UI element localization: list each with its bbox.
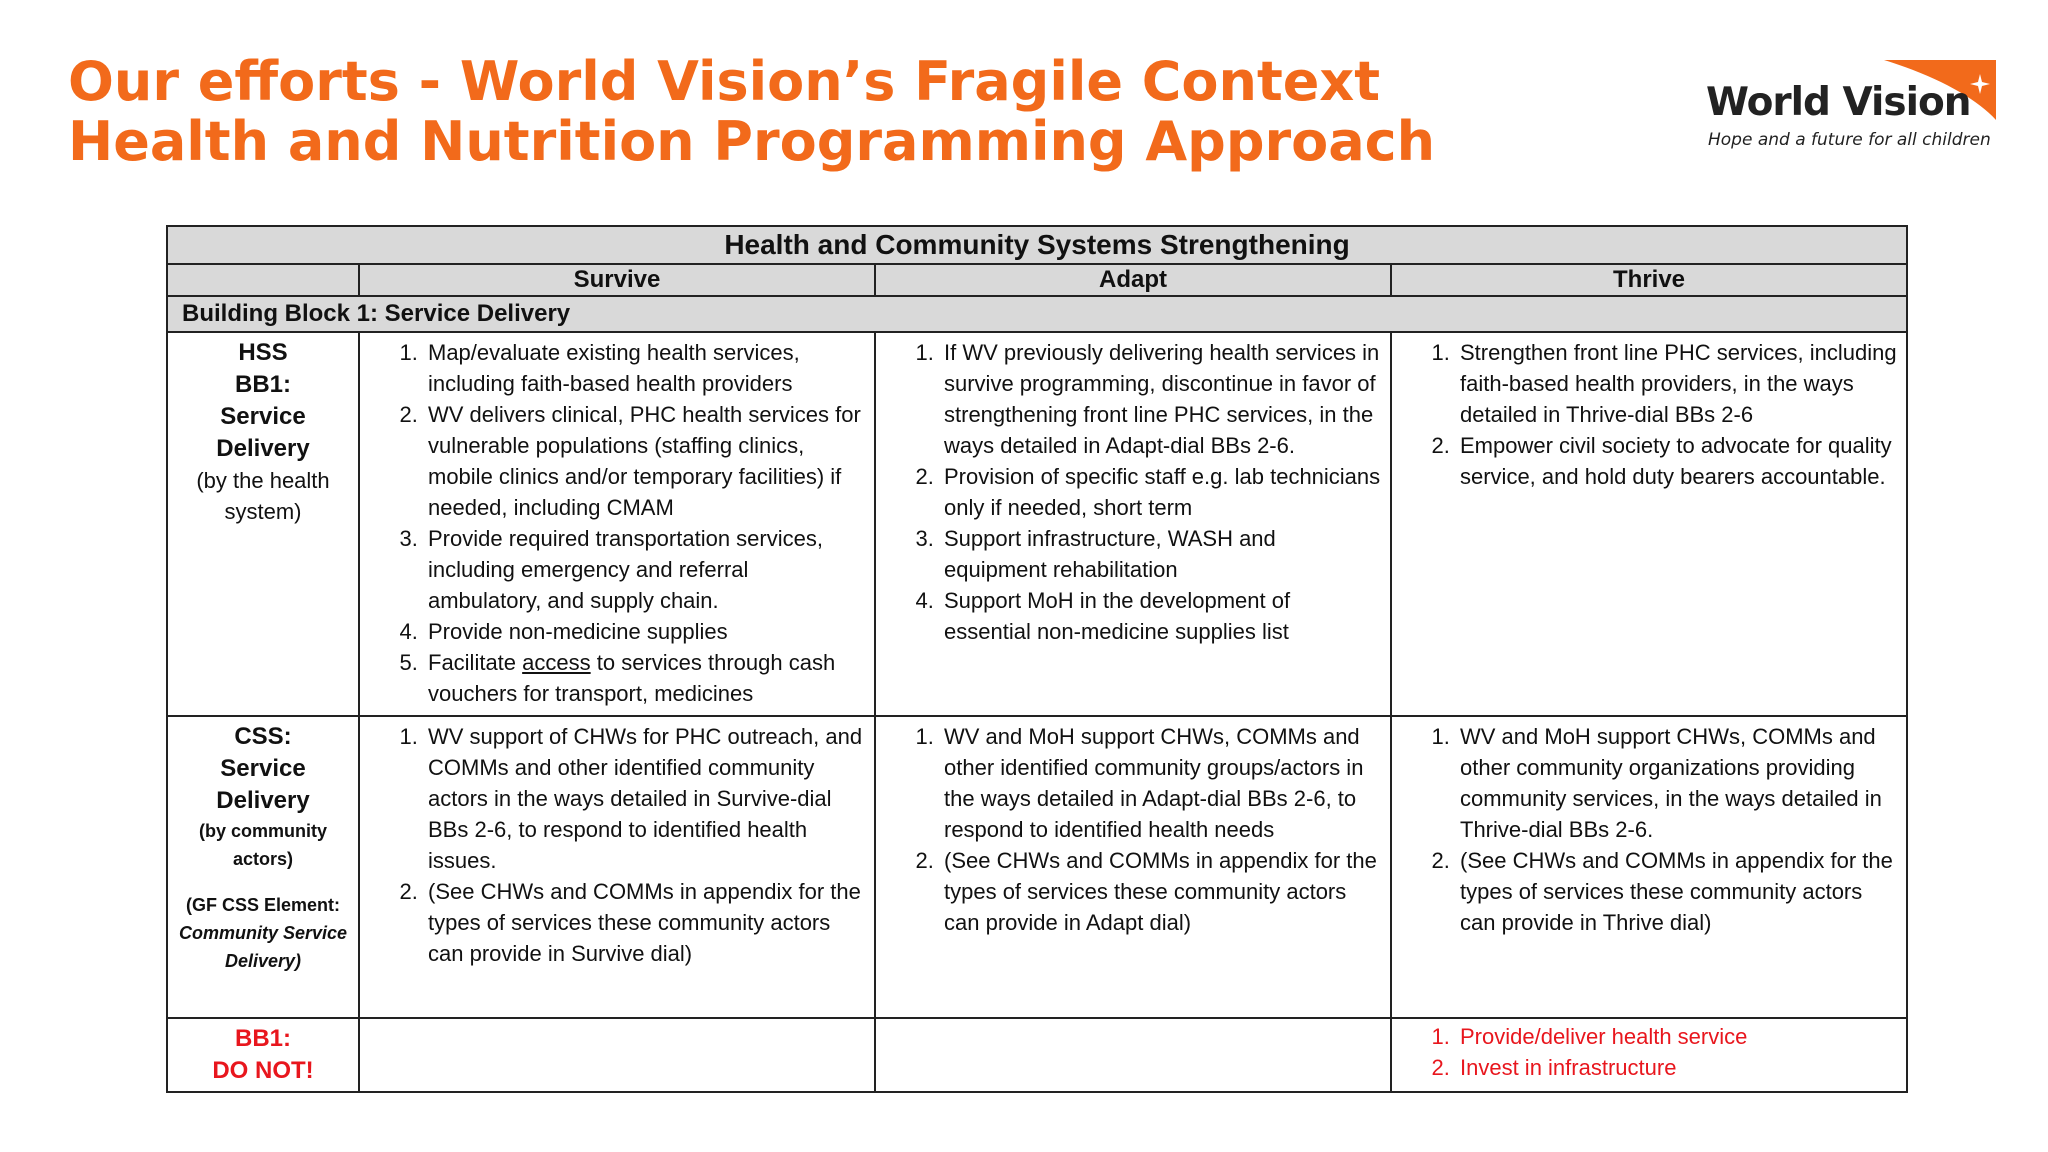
list-item: 4. Support MoH in the development of essential non-medicine supplies list	[940, 585, 1382, 647]
cell-do-not-adapt	[875, 1018, 1391, 1092]
cell-hss-adapt	[875, 332, 1391, 716]
list-survive	[360, 717, 874, 973]
row-header-do-not	[167, 1018, 359, 1092]
list-item: 4. Provide non-medicine supplies	[424, 616, 866, 647]
hcss-table	[166, 225, 1908, 1093]
row-header-line: HSS	[238, 339, 288, 366]
list-item-text: Facilitate	[428, 650, 523, 675]
list-survive	[360, 333, 874, 713]
cell-css-adapt	[875, 716, 1391, 1018]
row-header-line: Service	[220, 403, 306, 430]
list-item: 2. (See CHWs and COMMs in appendix for the types of services these community actors can provide in Thrive dial)	[1456, 845, 1898, 938]
row-header-line: Delivery	[216, 435, 310, 462]
cell-css-survive	[359, 716, 875, 1018]
list-item: 1. WV and MoH support CHWs, COMMs and other community organizations providing community services, in the ways detailed in Thrive-dial BBs 2-6.	[1456, 721, 1898, 845]
list-item	[424, 647, 866, 709]
list-item: 1. Strengthen front line PHC services, including faith-based health providers, in the ways detailed in Thrive-dial BBs 2-6	[1456, 337, 1898, 430]
table-row-hss	[167, 332, 1907, 716]
row-header-line: BB1:	[234, 1025, 291, 1052]
row-header-line: BB1:	[234, 371, 291, 398]
list-item: 2. Provision of specific staff e.g. lab technicians only if needed, short term	[940, 461, 1382, 523]
row-header-hss	[167, 332, 359, 716]
list-item: 1. If WV previously delivering health services in survive programming, discontinue in favor of strengthening front line PHC services, in the ways detailed in Adapt-dial BBs 2-6.	[940, 337, 1382, 461]
list-item: 1. WV and MoH support CHWs, COMMs and other identified community groups/actors in the ways detailed in Adapt-dial BBs 2-6, to respond to identified health needs	[940, 721, 1382, 845]
row-header-line: DO NOT!	[212, 1057, 314, 1084]
list-item: 2. (See CHWs and COMMs in appendix for the types of services these community actors can provide in Survive dial)	[424, 876, 866, 969]
cell-hss-thrive	[1391, 332, 1907, 716]
row-header-css	[167, 716, 359, 1018]
page-title: Our efforts - World Vision’s Fragile Context Health and Nutrition Programming Approach	[68, 50, 1436, 173]
list-thrive	[1392, 717, 1906, 942]
list-item: 2. (See CHWs and COMMs in appendix for the types of services these community actors can provide in Adapt dial)	[940, 845, 1382, 938]
column-header-survive: Survive	[359, 264, 875, 296]
table-row-css	[167, 716, 1907, 1018]
column-header-thrive: Thrive	[1391, 264, 1907, 296]
list-item: 1. WV support of CHWs for PHC outreach, and COMMs and other identified community actors in the ways detailed in Survive-dial BBs 2-6, to respond to identified health issues.	[424, 721, 866, 876]
list-item: 1. Provide/deliver health service	[1456, 1021, 1898, 1052]
list-item: 3. Support infrastructure, WASH and equipment rehabilitation	[940, 523, 1382, 585]
access-underlined: access	[522, 650, 591, 675]
row-header-note: (GF CSS Element:	[185, 895, 341, 915]
list-adapt	[876, 333, 1390, 651]
world-vision-logo	[1706, 58, 2006, 158]
list-adapt	[876, 717, 1390, 942]
list-item: 2. WV delivers clinical, PHC health services for vulnerable populations (staffing clinics, mobile clinics and/or temporary facilities) if needed, including CMAM	[424, 399, 866, 523]
column-header-blank	[167, 264, 359, 296]
table-heading: Health and Community Systems Strengthening	[167, 226, 1907, 264]
list-thrive	[1392, 333, 1906, 496]
cell-do-not-thrive	[1391, 1018, 1907, 1092]
section-header: Building Block 1: Service Delivery	[167, 296, 1907, 332]
list-item: 2. Empower civil society to advocate for quality service, and hold duty bearers accountable.	[1456, 430, 1898, 492]
column-header-adapt: Adapt	[875, 264, 1391, 296]
list-thrive	[1392, 1019, 1906, 1087]
list-item: 3. Provide required transportation services, including emergency and referral ambulatory, and supply chain.	[424, 523, 866, 616]
list-item-text: to services through cash vouchers for transport, medicines	[428, 650, 836, 706]
cell-do-not-survive	[359, 1018, 875, 1092]
row-header-line: Service	[220, 755, 306, 782]
row-header-note: Community Service Delivery)	[178, 923, 348, 971]
logo-name: World Vision	[1706, 80, 1971, 125]
cell-css-thrive	[1391, 716, 1907, 1018]
list-item: 2. Invest in infrastructure	[1456, 1052, 1898, 1083]
cell-hss-survive	[359, 332, 875, 716]
row-header-line: CSS:	[234, 723, 292, 750]
table-row-do-not	[167, 1018, 1907, 1092]
row-header-note: (by community actors)	[198, 821, 327, 869]
row-header-line: Delivery	[216, 787, 310, 814]
logo-tagline: Hope and a future for all children	[1708, 130, 1991, 150]
row-header-note: (by the health system)	[196, 468, 330, 524]
list-item: 1. Map/evaluate existing health services, including faith-based health providers	[424, 337, 866, 399]
